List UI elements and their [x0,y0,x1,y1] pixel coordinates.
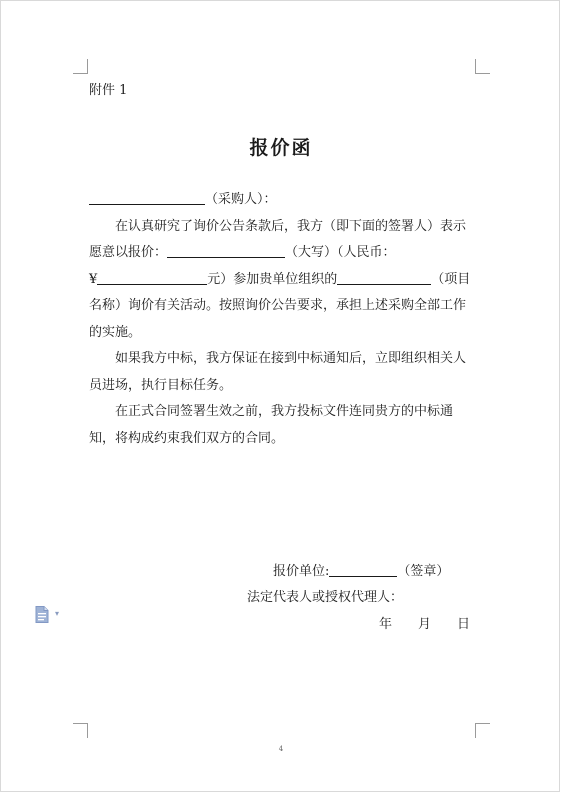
price-rmb-blank[interactable] [97,270,207,285]
project-name-blank[interactable] [337,270,431,285]
letter-body [89,187,475,452]
p1-text-b: （大写）（人民币： [285,245,396,260]
crop-mark-top-right [475,59,490,74]
page-title: 报价函 [249,137,313,159]
quote-unit-blank[interactable] [329,562,397,577]
p1-text-a: 在认真研究了询价公告条款后，我方（即下面的签署人）表示愿意以报价： [89,218,467,260]
yuan-symbol: ¥ [89,271,98,287]
quote-unit-label: 报价单位: [273,564,330,579]
addressee-line [89,187,475,214]
purchaser-blank[interactable] [89,190,205,205]
p1-text-e: （项目名称）询价有关活动。按照询价公告要求，承担上述采购全部工作的实施。 [89,271,471,340]
quote-unit-line [273,560,449,579]
addressee-suffix: （采购人）： [205,192,277,207]
paragraph-3: 在正式合同签署生效之前，我方投标文件连同贵方的中标通知，将构成约束我们双方的合同。 [89,404,454,446]
document-icon[interactable] [35,606,49,623]
page-number: 4 [278,745,284,753]
price-uppercase-blank[interactable] [167,243,285,258]
date-line: 年 月 日 [379,617,471,632]
paragraph-1 [89,214,475,347]
paragraph-2: 如果我方中标，我方保证在接到中标通知后，立即组织相关人员进场，执行目标任务。 [89,351,467,393]
crop-mark-bottom-right [475,723,490,738]
caret-down-icon[interactable]: ▾ [55,609,60,618]
representative-line: 法定代表人或授权代理人： [247,590,404,605]
seal-label: （签章） [397,564,450,579]
crop-mark-bottom-left [73,723,88,738]
p1-text-d: 元）参加贵单位组织的 [207,271,338,287]
attachment-label: 附件 1 [89,83,128,98]
crop-mark-top-left [73,59,88,74]
